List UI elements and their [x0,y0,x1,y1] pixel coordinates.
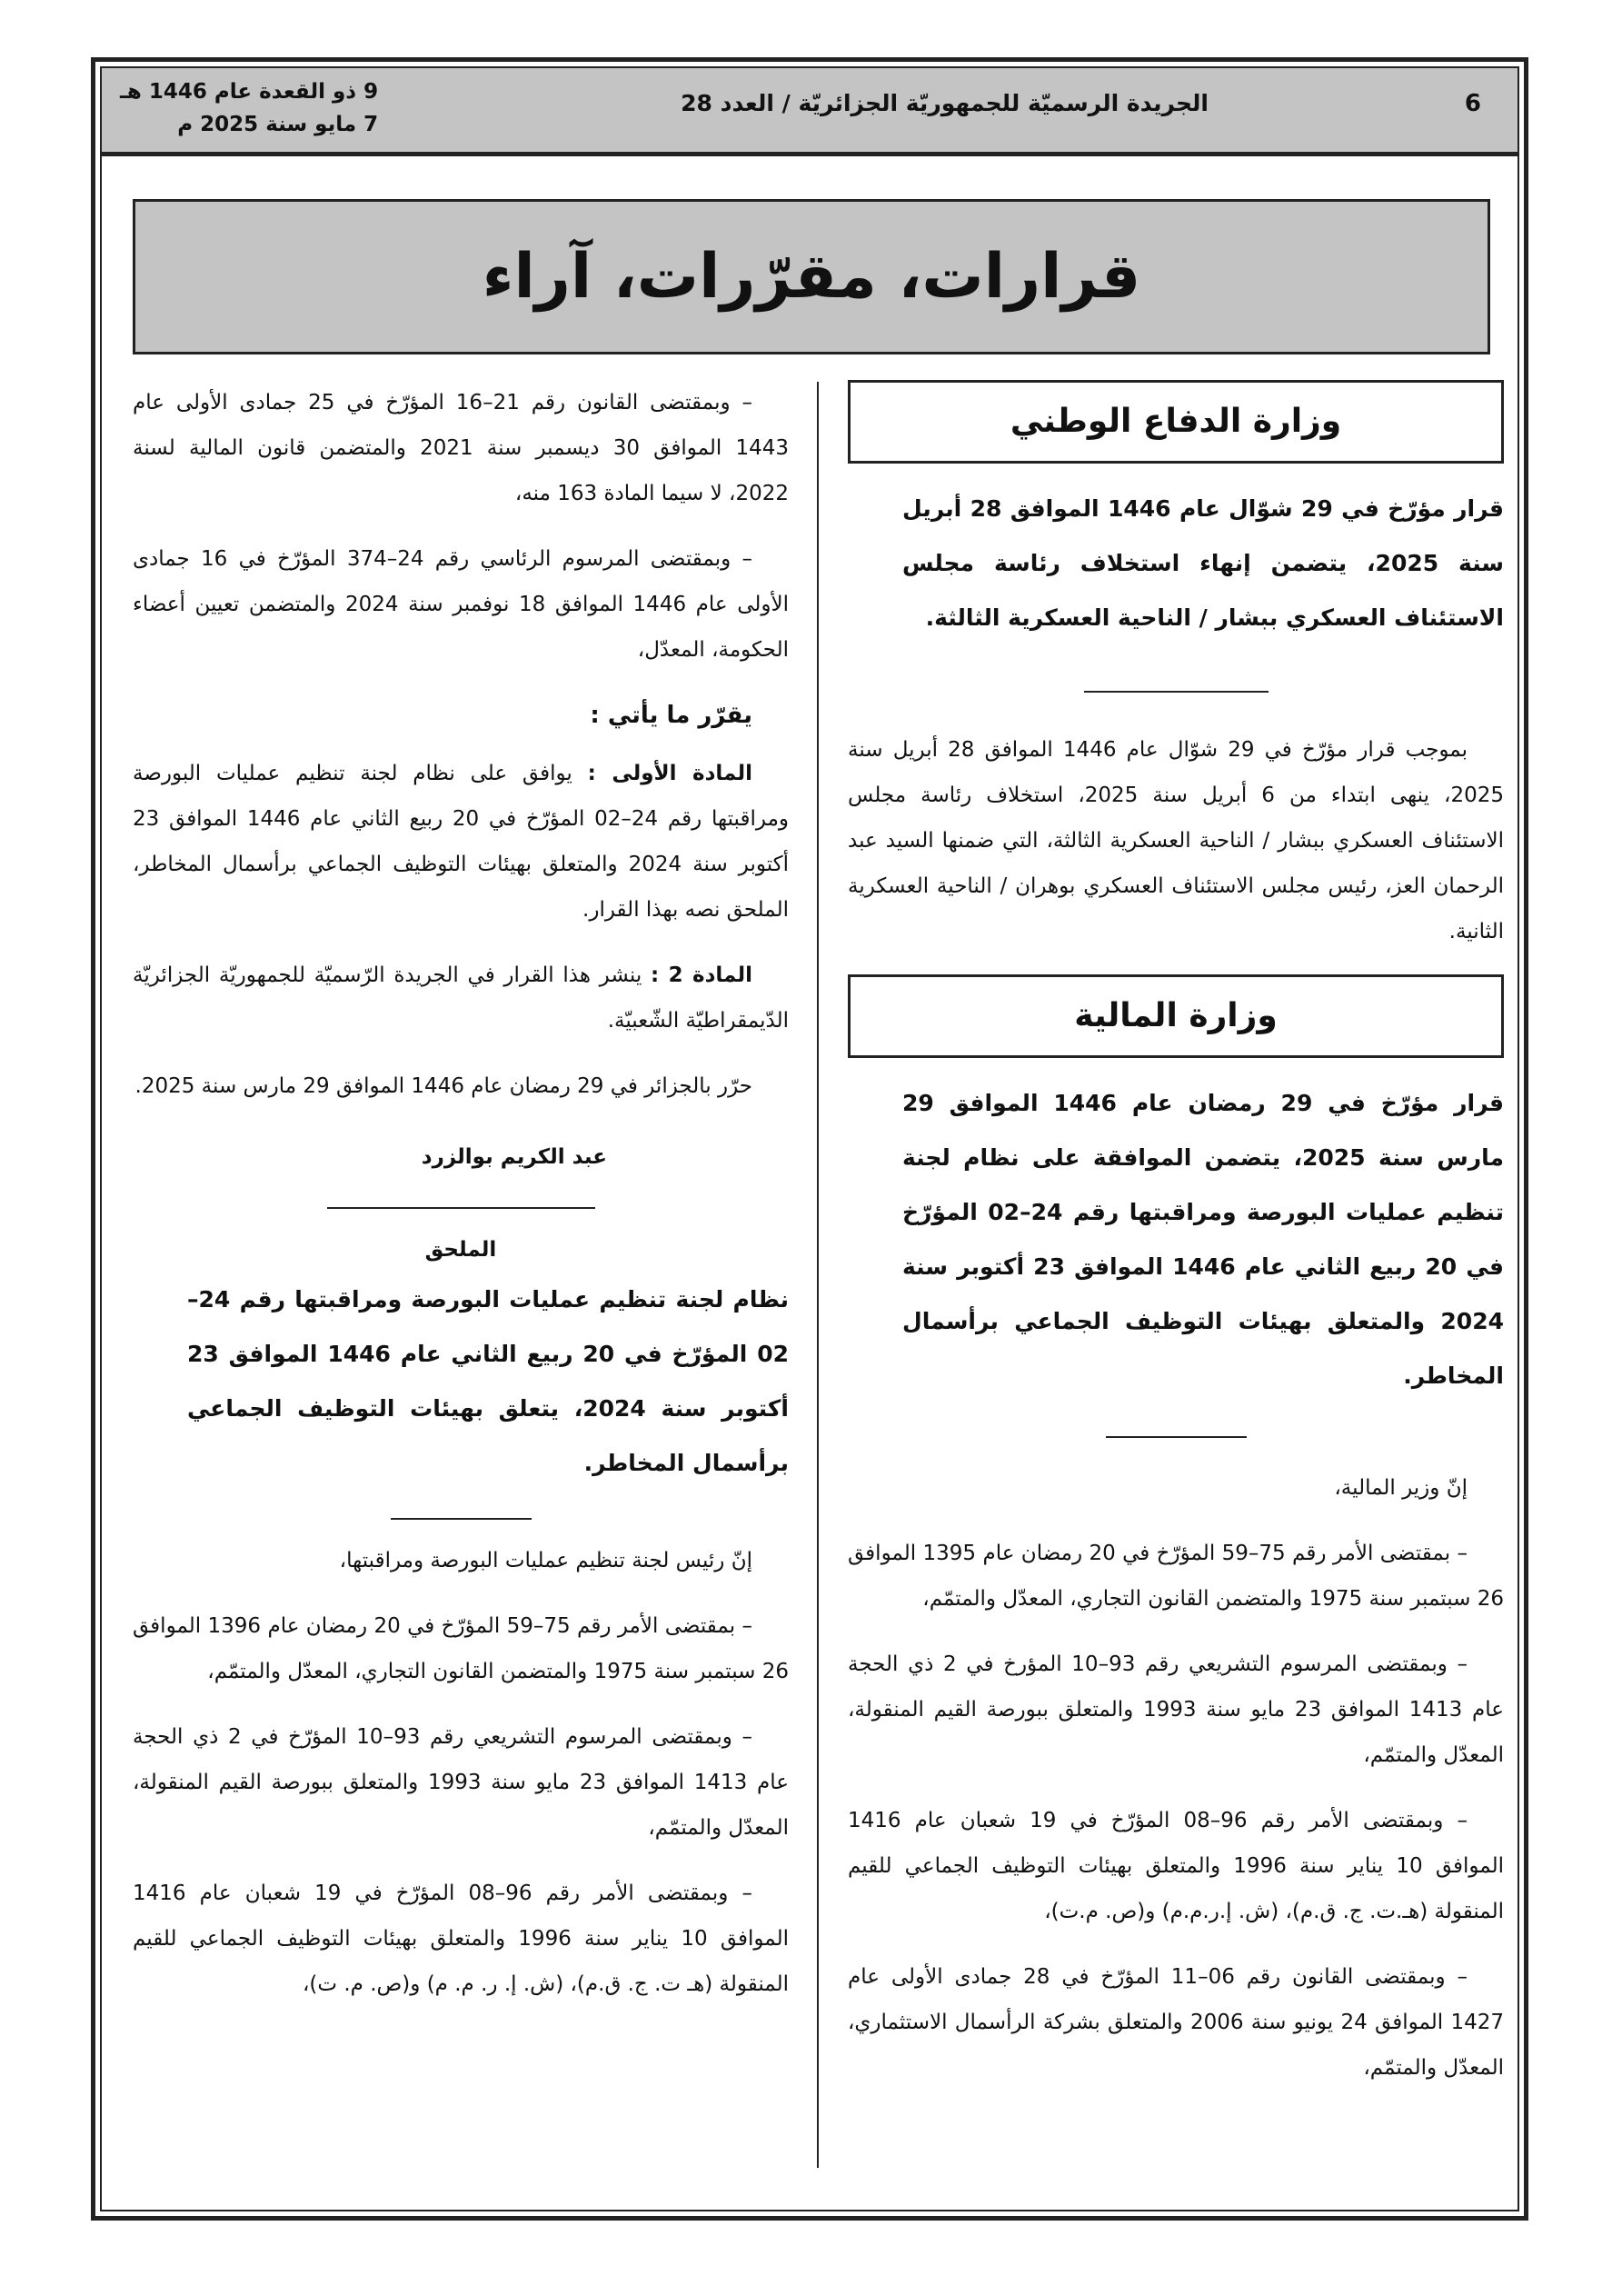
left-column [133,380,789,2027]
article-2-text: ينشر هذا القرار في الجريدة الرّسميّة للجمهوريّة الجزائريّة الدّيمقراطيّة الشّعبيّة. [133,963,789,1033]
recital-paragraph: – بمقتضى الأمر رقم 75–59 المؤرّخ في 20 رمضان عام 1396 الموافق 26 سبتمبر سنة 1975 والمتضمن القانون التجاري، المعدّل والمتمّم، [133,1614,789,1683]
article-1-label: المادة الأولى : [587,762,753,785]
signature: عبد الكريم بوالزرد [421,1145,607,1169]
date-gregorian: 7 مايو سنة 2025 م [177,113,379,136]
section-title-box [133,199,1490,354]
recital-paragraph: – وبمقتضى القانون رقم 06–11 المؤرّخ في 28 جمادى الأولى عام 1427 الموافق 24 يونيو سنة 2006 والمتعلق بشركة الرأسمال الاستثماري، المعدّل والمتمّم، [848,1965,1505,2080]
recital-paragraph: – وبمقتضى المرسوم التشريعي رقم 93–10 المؤرّخ في 2 ذي الحجة عام 1413 الموافق 23 مايو سنة 1993 والمتعلق ببورصة القيم المنقولة، المعدّل والمتمّم، [133,1725,789,1840]
separator-rule [391,1518,532,1520]
done-at: حرّر بالجزائر في 29 رمضان عام 1446 الموافق 29 مارس سنة 2025. [134,1074,752,1098]
annex-title: نظام لجنة تنظيم عمليات البورصة ومراقبتها رقم 24–02 المؤرّخ في 20 ربيع الثاني عام 1446 الموافق 23 أكتوبر سنة 2024، يتعلق بهيئات التوظيف الجماعي برأسمال المخاطر. [187,1286,789,1476]
decision-2-title: قرار مؤرّخ في 29 رمضان عام 1446 الموافق 29 مارس سنة 2025، يتضمن الموافقة على نظام لجنة تنظيم عمليات البورصة ومراقبتها رقم 24–02 المؤرّخ في 20 ربيع الثاني عام 1446 الموافق 23 أكتوبر سنة 2024 والمتعلق بهيئات التوظيف الجماعي برأسمال المخاطر. [902,1090,1505,1389]
recital-paragraph: – وبمقتضى المرسوم الرئاسي رقم 24–374 المؤرّخ في 16 جمادى الأولى عام 1446 الموافق 18 نوفمبر سنة 2024 والمتضمن تعيين أعضاء الحكومة، المعدّل، [133,547,789,662]
decides-heading: يقرّر ما يأتي : [590,702,752,729]
decision-1-body: بموجب قرار مؤرّخ في 29 شوّال عام 1446 الموافق 28 أبريل سنة 2025، ينهى ابتداء من 6 أبريل سنة 2025، استخلاف رئاسة مجلس الاستئناف العسكري ببشار / الناحية العسكرية الثالثة، التي ضمنها السيد عبد الرحمان العز، رئيس مجلس الاستئناف العسكري بوهران / الناحية العسكرية الثانية. [848,738,1505,943]
separator-rule [1106,1436,1247,1438]
recital-paragraph: – وبمقتضى الأمر رقم 96–08 المؤرّخ في 19 شعبان عام 1416 الموافق 10 يناير سنة 1996 والمتعلق بهيئات التوظيف الجماعي للقيم المنقولة (هـ.ت. ج. ق.م)، (ش. إ.ر.م.م) و(ص. م.ت)، [848,1809,1504,1923]
recital-paragraph: – بمقتضى الأمر رقم 75–59 المؤرّخ في 20 رمضان عام 1395 الموافق 26 سبتمبر سنة 1975 والمتضمن القانون التجاري، المعدّل والمتمّم، [848,1542,1504,1611]
section-title: قرارات، مقرّرات، آراء [482,241,1141,313]
article-2-label: المادة 2 : [650,963,752,987]
gazette-header [102,68,1518,156]
chair-intro: إنّ رئيس لجنة تنظيم عمليات البورصة ومراقبتها، [339,1549,752,1572]
article-1 [133,751,789,933]
recital-paragraph: – وبمقتضى القانون رقم 21–16 المؤرّخ في 25 جمادى الأولى عام 1443 الموافق 30 ديسمبر سنة 2021 والمتضمن قانون المالية لسنة 2022، لا سيما المادة 163 منه، [133,391,789,505]
right-column [848,380,1504,2111]
page-number: 6 [1464,90,1481,117]
minister-intro: إنّ وزير المالية، [1334,1476,1468,1500]
decision-1-title: قرار مؤرّخ في 29 شوّال عام 1446 الموافق 28 أبريل سنة 2025، يتضمن إنهاء استخلاف رئاسة مجلس الاستئناف العسكري ببشار / الناحية العسكرية الثالثة. [902,495,1505,631]
ministry-defense-heading: وزارة الدفاع الوطني [848,380,1504,464]
separator-rule [327,1207,595,1209]
article-1-text: يوافق على نظام لجنة تنظيم عمليات البورصة ومراقبتها رقم 24–02 المؤرّخ في 20 ربيع الثاني عام 1446 الموافق 23 أكتوبر سنة 2024 والمتعلق بهيئات التوظيف الجماعي برأسمال المخاطر، الملحق نصه بهذا القرار. [133,762,790,922]
date-hijri: 9 ذو القعدة عام 1446 هـ [120,80,379,104]
article-2 [133,953,789,1043]
gazette-title: الجريدة الرسميّة للجمهوريّة الجزائريّة / العدد 28 [681,90,1209,116]
recital-paragraph: – وبمقتضى الأمر رقم 96–08 المؤرّخ في 19 شعبان عام 1416 الموافق 10 يناير سنة 1996 والمتعلق بهيئات التوظيف الجماعي للقيم المنقولة (هـ ت. ج. ق.م)، (ش. إ. ر. م. م) و(ص. م. ت)، [133,1882,789,1996]
annex-label: الملحق [424,1238,497,1262]
recital-paragraph: – وبمقتضى المرسوم التشريعي رقم 93–10 المؤرخ في 2 ذي الحجة عام 1413 الموافق 23 مايو سنة 1993 والمتعلق ببورصة القيم المنقولة، المعدّل والمتمّم، [848,1652,1504,1767]
column-divider [817,382,819,2168]
issue-date [120,75,378,141]
separator-rule [1084,691,1269,693]
ministry-finance-heading: وزارة المالية [848,974,1504,1058]
